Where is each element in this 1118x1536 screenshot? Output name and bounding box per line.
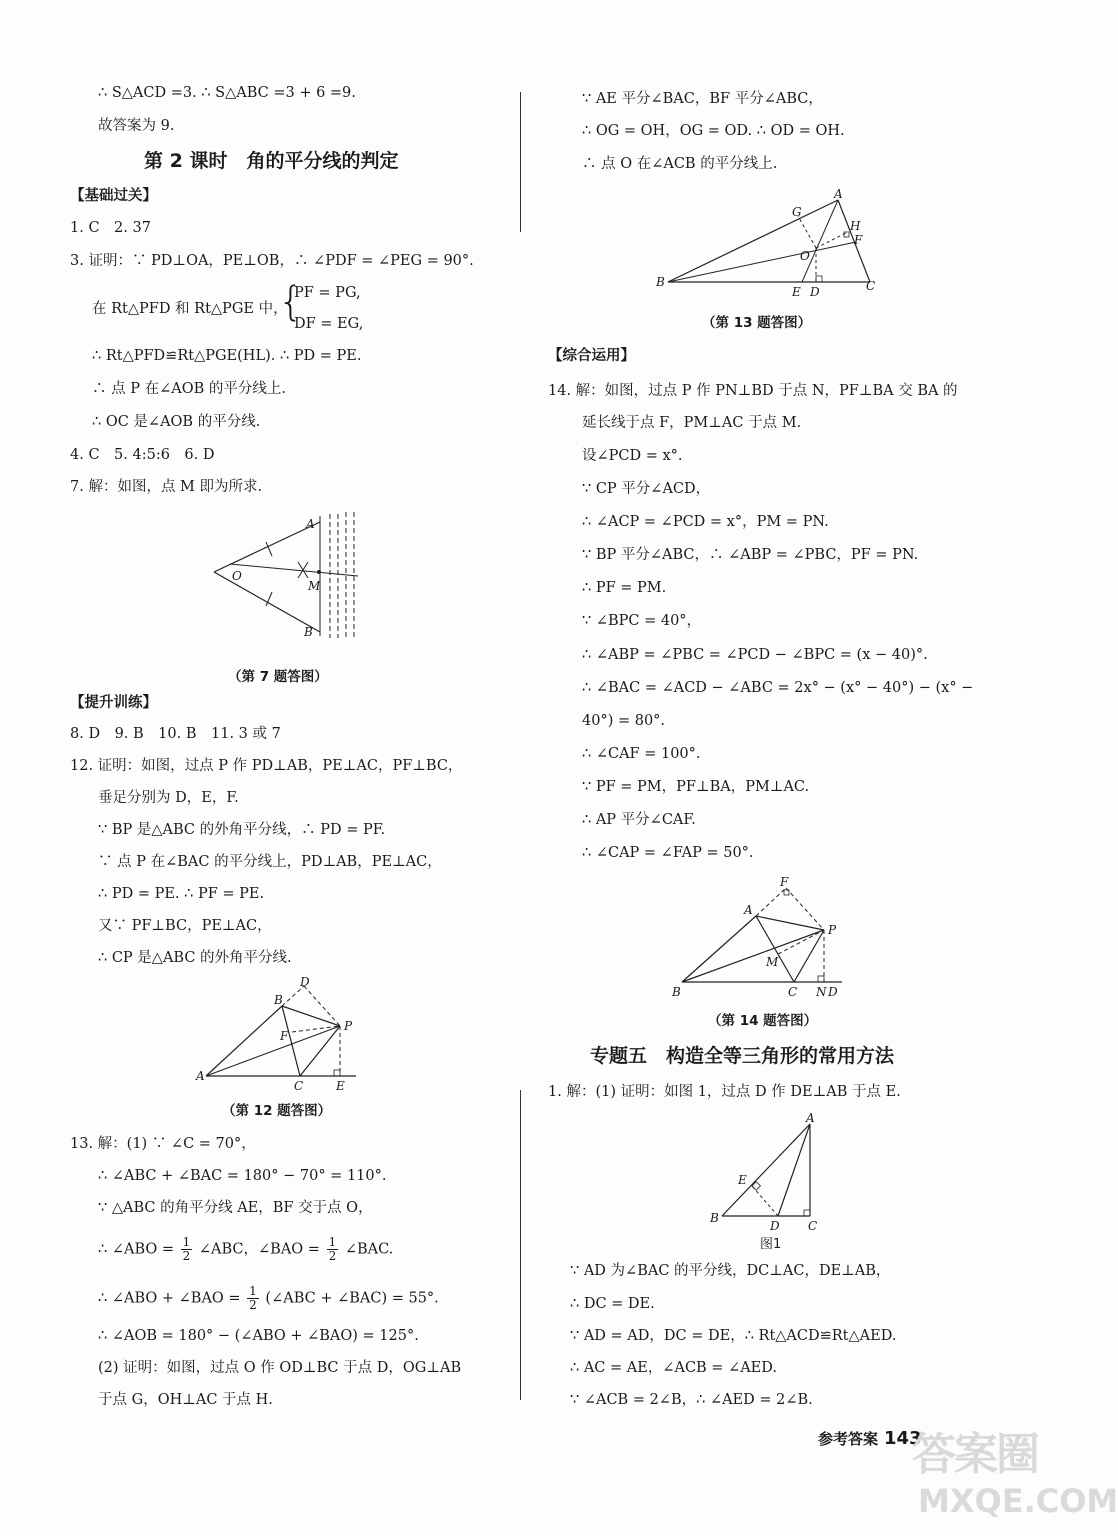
figure-label: A [306,517,315,531]
figure-label: B [656,275,665,289]
fraction: $\frac{1}{2}$ [182,1235,191,1263]
text-line: ∵ △ABC 的角平分线 AE，BF 交于点 O， [98,1200,373,1216]
figure-1 [708,1110,828,1238]
figure-label: A [834,187,843,201]
text-line: 1. C 2. 37 [70,220,151,236]
text-line: 在 Rt△PFD 和 Rt△PGE 中， [92,301,288,317]
figure-label: A [806,1111,815,1125]
figure-12 [196,976,366,1096]
text-line: PF = PG, [294,285,361,301]
text-line: ∴ ∠ABO + ∠BAO = $\frac{1}{2}$ (∠ABC + ∠BAC) = 55°. [98,1284,439,1312]
text-line: 设∠PCD = x°. [582,448,683,464]
page-footer [818,1428,922,1449]
watermark-text: MXQE.COM [918,1482,1118,1520]
text-line: 故答案为 9. [98,118,175,134]
brace-icon: { [278,279,304,325]
text-line: ∴ PF = PM. [582,580,667,596]
text-line: 7. 解：如图，点 M 即为所求. [70,479,263,495]
figure-label: F [280,1029,289,1043]
text-line: ∴ OC 是∠AOB 的平分线. [92,414,261,430]
figure-label: C [788,985,798,999]
figure-label: D [810,285,820,299]
text-line: ∴ ∠CAP = ∠FAP = 50°. [582,845,754,861]
text-line: ∵ 点 P 在∠BAC 的平分线上，PD⊥AB，PE⊥AC， [98,854,442,870]
text-line: ∴ 点 P 在∠AOB 的平分线上. [92,381,286,397]
text-line: ∴ PD = PE. ∴ PF = PE. [98,886,265,902]
figure-label: D [300,975,310,989]
text-line: ∴ ∠CAF = 100°. [582,746,701,762]
lesson-title: 第 2 课时 角的平分线的判定 [144,150,399,172]
section-heading: 【提升训练】 [70,695,157,711]
text-line: ∴ ∠ABC + ∠BAC = 180° − 70° = 110°. [98,1168,387,1184]
figure-label: N [816,985,827,999]
text-line: 于点 G，OH⊥AC 于点 H. [98,1392,273,1408]
text-line: 3. 证明：∵ PD⊥OA，PE⊥OB，∴ ∠PDF = ∠PEG = 90°. [70,253,474,269]
text-line: ∴ ∠ABO = $\frac{1}{2}$ ∠ABC，∠BAO = $\frac{1}{2}$ ∠BAC. [98,1235,394,1263]
text-line: ∴ OG = OH，OG = OD. ∴ OD = OH. [582,123,845,139]
figure-label: M [308,579,321,593]
watermark-logo [912,1418,1118,1530]
section-heading: 【基础过关】 [70,188,157,204]
figure-caption: （第 14 题答图） [708,1013,818,1029]
text-line: ∴ 点 O 在∠ACB 的平分线上. [582,156,778,172]
text-line: 4. C 5. 4:5:6 6. D [70,447,215,463]
text-line: ∵ AE 平分∠BAC，BF 平分∠ABC， [582,91,823,107]
figure-label: B [672,985,681,999]
figure-caption: （第 7 题答图） [228,669,328,685]
text-line: DF = EG, [294,316,364,332]
figure-label: F [854,233,863,247]
text-line: ∴ ∠ABP = ∠PBC = ∠PCD − ∠BPC = (x − 40)°. [582,647,928,663]
watermark-text: 答案圈 [912,1429,1038,1480]
figure-label: B [304,625,313,639]
text-line: ∵ BP 平分∠ABC，∴ ∠ABP = ∠PBC，PF = PN. [582,547,919,563]
figure-label: B [710,1211,719,1225]
text-line: ∵ ∠ACB = 2∠B，∴ ∠AED = 2∠B. [570,1392,813,1408]
column-divider [520,1090,521,1400]
text-line: ∴ ∠AOB = 180° − (∠ABO + ∠BAO) = 125°. [98,1328,419,1344]
figure-label: E [738,1173,747,1187]
figure-label: H [850,219,861,233]
figure-label: P [344,1019,353,1033]
text-line: ∵ AD = AD，DC = DE，∴ Rt△ACD≌Rt△AED. [570,1328,897,1344]
figure-label: M [766,955,779,969]
text-line: ∵ AD 为∠BAC 的平分线，DC⊥AC，DE⊥AB， [570,1263,891,1279]
text-line: ∴ AC = AE，∠ACB = ∠AED. [570,1360,777,1376]
topic-title: 专题五 构造全等三角形的常用方法 [590,1045,895,1067]
figure-label: B [274,993,283,1007]
figure-label: D [770,1219,780,1233]
figure-13 [648,186,888,306]
text-line: ∵ PF = PM，PF⊥BA，PM⊥AC. [582,779,810,795]
figure-label: O [800,249,810,263]
text-line: (2) 证明：如图，过点 O 作 OD⊥BC 于点 D，OG⊥AB [98,1360,462,1376]
figure-label: G [792,205,802,219]
text-line: ∴ CP 是△ABC 的外角平分线. [98,950,292,966]
text-line: ∴ ∠ACP = ∠PCD = x°，PM = PN. [582,514,829,530]
text-line: ∵ BP 是△ABC 的外角平分线，∴ PD = PF. [98,822,386,838]
figure-label: C [866,279,876,293]
text-line: 40°) = 80°. [582,713,666,729]
footer-label: 参考答案 [818,1430,879,1448]
text-line: ∴ Rt△PFD≌Rt△PGE(HL). ∴ PD = PE. [92,348,362,364]
text-line: 垂足分别为 D，E，F. [98,790,239,806]
fraction: $\frac{1}{2}$ [249,1284,257,1312]
text-line: ∴ AP 平分∠CAF. [582,812,696,828]
figure-label: C [808,1219,818,1233]
figure-label: A [744,903,753,917]
figure-label: E [792,285,801,299]
fraction: $\frac{1}{2}$ [328,1235,337,1263]
figure-7 [210,506,370,650]
figure-label: A [196,1069,205,1083]
text-line: ∵ ∠BPC = 40°， [582,613,702,629]
text-line: ∴ DC = DE. [570,1296,655,1312]
text-line: 13. 解：(1) ∵ ∠C = 70°， [70,1136,256,1152]
figure-label: P [828,923,837,937]
section-heading: 【综合运用】 [548,348,635,364]
text-line: ∵ CP 平分∠ACD， [582,481,711,497]
figure-14 [670,874,860,1004]
text-line: 8. D 9. B 10. B 11. 3 或 7 [70,726,281,742]
text-line: 又∵ PF⊥BC，PE⊥AC， [98,918,272,934]
figure-label: O [232,569,242,583]
page-number: 143 [884,1428,922,1449]
figure-caption: （第 12 题答图） [222,1103,332,1119]
text-line: 1. 解：(1) 证明：如图 1，过点 D 作 DE⊥AB 于点 E. [548,1084,901,1100]
text-line: 14. 解：如图，过点 P 作 PN⊥BD 于点 N，PF⊥BA 交 BA 的 [548,383,958,399]
text-line: ∴ S△ACD =3. ∴ S△ABC =3 + 6 =9. [98,85,356,101]
text-line: ∴ ∠BAC = ∠ACD − ∠ABC = 2x° − (x° − 40°) − (x° − [582,680,974,696]
figure-label: E [336,1079,345,1093]
figure-caption: 图1 [760,1237,782,1252]
figure-label: C [294,1079,304,1093]
figure-label: F [780,875,789,889]
text-line: 12. 证明：如图，过点 P 作 PD⊥AB，PE⊥AC，PF⊥BC， [70,758,463,774]
text-line: 延长线于点 F，PM⊥AC 于点 M. [582,415,802,431]
figure-label: D [828,985,838,999]
column-divider [520,92,521,232]
figure-caption: （第 13 题答图） [702,315,812,331]
